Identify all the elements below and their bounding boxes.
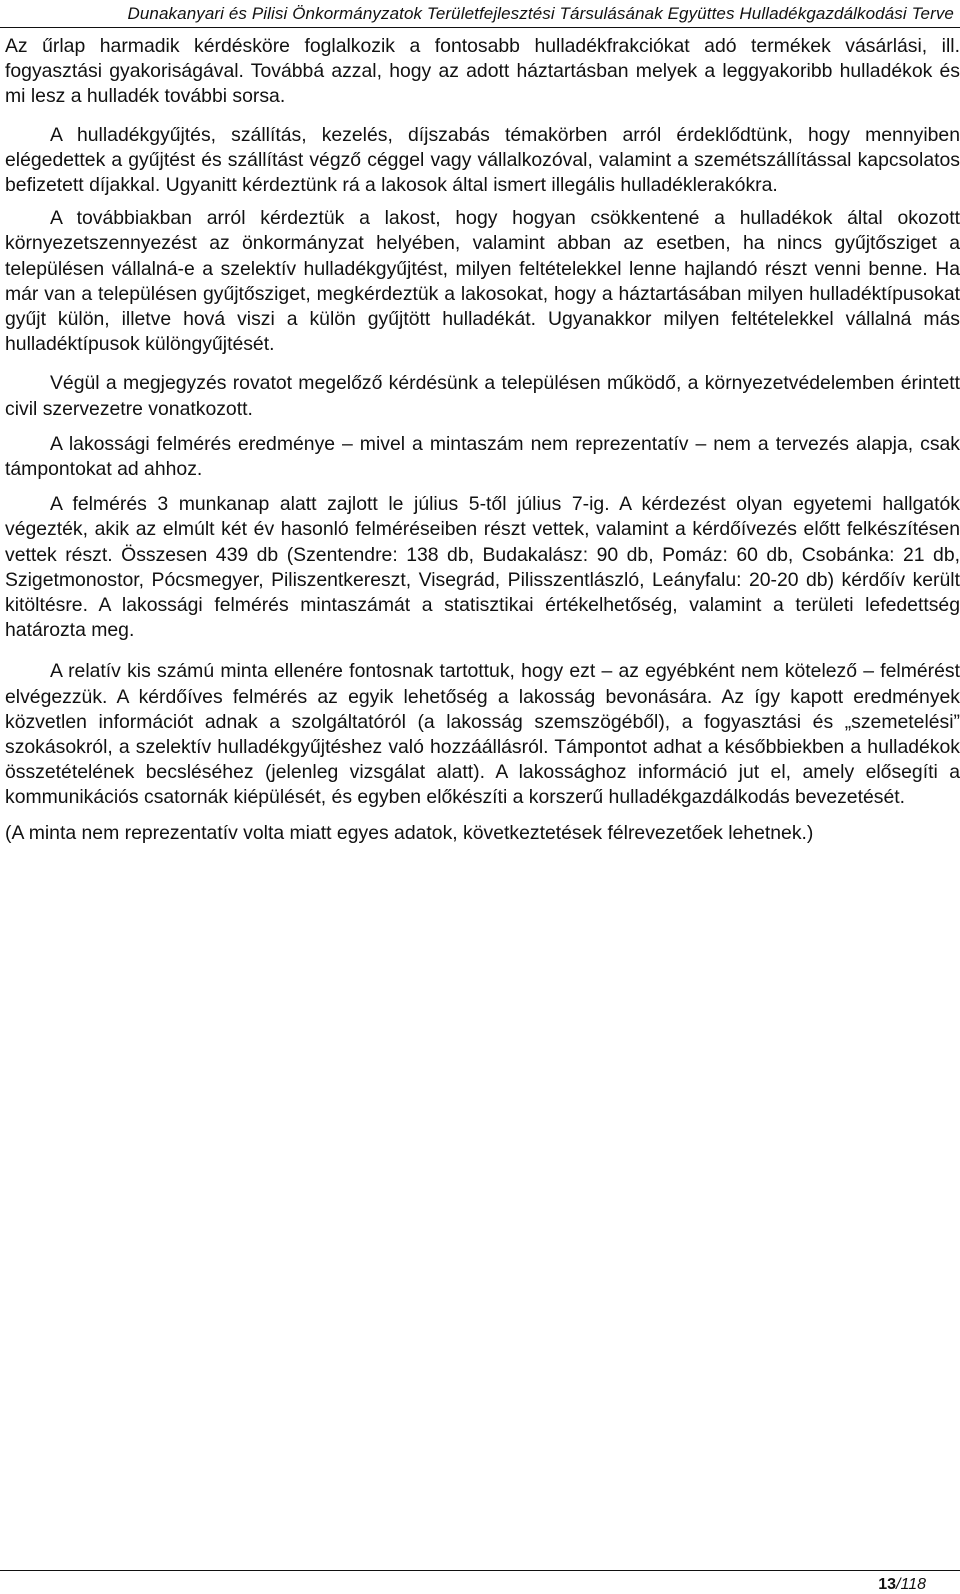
document-title: Dunakanyari és Pilisi Önkormányzatok Területfejlesztési Társulásának Együttes Hulladékgazdálkodási Terve bbox=[127, 4, 954, 23]
page-header bbox=[0, 0, 960, 28]
footer-divider bbox=[0, 1570, 960, 1571]
paragraph-survey-result: A lakossági felmérés eredménye – mivel a mintaszám nem reprezentatív – nem a tervezés alapja, csak támpontokat ad ahhoz. bbox=[5, 432, 960, 481]
paragraph-survey-third-topic: Az űrlap harmadik kérdésköre foglalkozik a fontosabb hulladékfrakciókat adó termékek vásárlási, ill. fogyasztási gyakoriságával. Továbbá azzal, hogy az adott háztartásban melyek a leggyakoribb hulladékok és mi lesz a hulladék további sorsa. bbox=[5, 35, 960, 108]
page-separator: / bbox=[896, 1576, 901, 1593]
document-body bbox=[5, 34, 960, 846]
page-footer bbox=[0, 1570, 960, 1594]
paragraph-survey-timing: A felmérés 3 munkanap alatt zajlott le július 5-től július 7-ig. A kérdezést olyan egyetemi hallgatók végezték, akik az elmúlt két év hasonló felméréseiben részt vettek, valamint a kérdőívezés előtt felkészítésen vettek részt. Összesen 439 db (Szentendre: 138 db, Budakalász: 90 db, Pomáz: 60 db, Csobánka: 21 db, Szigetmonostor, Pócsmegyer, Piliszentkereszt, Visegrád, Pilisszentlászló, Leányfalu: 20-20 db) kérdőív került kitöltésre. A lakossági felmérés mintaszámát a statisztikai értékelhetőség, valamint a területi lefedettség határozta meg. bbox=[5, 493, 960, 642]
paragraph-pollution-reduction: A továbbiakban arról kérdeztük a lakost, hogy hogyan csökkentené a hulladékok által okozott környezetszennyezést az önkormányzat helyében, valamint abban az esetben, ha nincs gyűjtősziget a településen vállalná-e a szelektív hulladékgyűjtést, milyen feltételekkel lenne hajlandó részt venni benne. Ha már van a településen gyűjtősziget, megkérdeztük a lakosokat, hogy a háztartásában milyen hulladéktípusokat gyűjt külön, illetve hová viszi a külön gyűjtött hulladékát. Ugyanakkor milyen feltételekkel vállalná más hulladéktípusok különgyűjtését. bbox=[5, 207, 960, 356]
paragraph-civil-organisations: Végül a megjegyzés rovatot megelőző kérdésünk a településen működő, a környezetvédelemben érintett civil szervezetre vonatkozott. bbox=[5, 372, 960, 420]
page-number bbox=[878, 1576, 926, 1594]
page-current: 13 bbox=[878, 1576, 897, 1593]
paragraph-survey-importance: A relatív kis számú minta ellenére fontosnak tartottuk, hogy ezt – az egyébként nem kötelező – felmérést elvégezzük. A kérdőíves felmérés az egyik lehetőség a lakosság bevonására. Az így kapott eredmények közvetlen információt adnak a szolgáltatóról (a lakosság szemszögéből), a fogyasztási és „szemetelési” szokásokról, a szelektív hulladékgyűjtéshez való hozzáállásról. Támpontot adhat a későbbiekben a hulladékok összetételének becsléséhez (jelenleg vizsgálat alatt). A lakossághoz információ jut el, amely elősegíti a kommunikációs csatornák kiépülését, és egyben előkészíti a korszerű hulladékgazdálkodás bevezetését. bbox=[5, 660, 960, 809]
paragraph-sample-disclaimer: (A minta nem reprezentatív volta miatt egyes adatok, következtetések félrevezetőek lehetnek.) bbox=[5, 821, 814, 844]
paragraph-waste-collection: A hulladékgyűjtés, szállítás, kezelés, díjszabás témakörben arról érdeklődtünk, hogy mennyiben elégedettek a gyűjtést és szállítást végző céggel vagy vállalkozóval, valamint a szemétszállítással kapcsolatos befizetett díjakkal. Ugyanitt kérdeztünk rá a lakosok által ismert illegális hulladéklerakókra. bbox=[5, 123, 960, 197]
page-total: 118 bbox=[900, 1576, 926, 1593]
